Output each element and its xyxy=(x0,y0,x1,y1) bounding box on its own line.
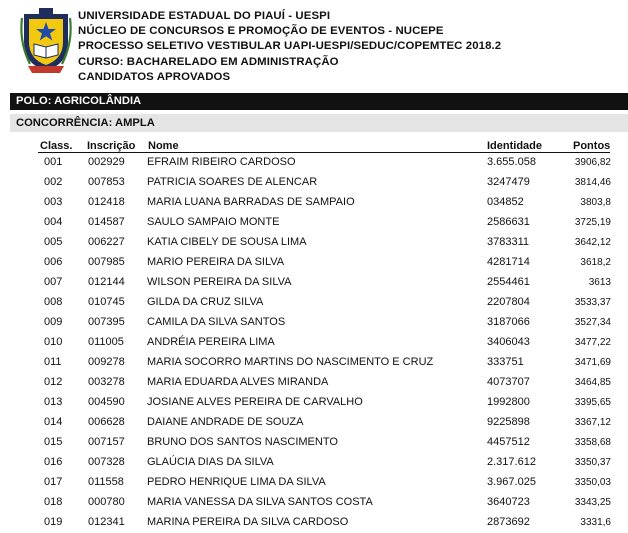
table-row xyxy=(0,453,628,473)
header-line-candidatos: CANDIDATOS APROVADOS xyxy=(78,70,231,83)
cell-identidade: 3406043 xyxy=(487,336,530,348)
cell-identidade: 3247479 xyxy=(487,176,530,188)
cell-classificacao: 006 xyxy=(44,256,63,268)
table-row xyxy=(0,393,628,413)
table-row xyxy=(0,513,628,533)
cell-classificacao: 017 xyxy=(44,476,63,488)
cell-classificacao: 018 xyxy=(44,496,63,508)
cell-inscricao: 011005 xyxy=(88,336,124,348)
cell-nome: BRUNO DOS SANTOS NASCIMENTO xyxy=(147,436,338,448)
cell-inscricao: 003278 xyxy=(88,376,125,388)
cell-identidade: 4457512 xyxy=(487,436,530,448)
cell-inscricao: 004590 xyxy=(88,396,125,408)
table-row xyxy=(0,313,628,333)
cell-nome: KATIA CIBELY DE SOUSA LIMA xyxy=(147,236,307,248)
cell-inscricao: 010745 xyxy=(88,296,125,308)
table-column-headers xyxy=(0,135,628,153)
table-row xyxy=(0,333,628,353)
cell-inscricao: 012341 xyxy=(88,516,125,528)
cell-nome: MARIA EDUARDA ALVES MIRANDA xyxy=(147,376,329,388)
table-row xyxy=(0,193,628,213)
cell-pontos: 3477,22 xyxy=(574,337,611,348)
cell-identidade: 3640723 xyxy=(487,496,530,508)
cell-nome: DAIANE ANDRADE DE SOUZA xyxy=(147,416,304,428)
cell-pontos: 3350,37 xyxy=(574,457,611,468)
cell-nome: ANDRÉIA PEREIRA LIMA xyxy=(147,336,275,348)
concorrencia-bar: CONCORRÊNCIA: AMPLA xyxy=(10,114,628,132)
table-row xyxy=(0,273,628,293)
table-row xyxy=(0,153,628,173)
cell-inscricao: 009278 xyxy=(88,356,125,368)
table-row xyxy=(0,433,628,453)
cell-classificacao: 015 xyxy=(44,436,63,448)
cell-inscricao: 012144 xyxy=(88,276,125,288)
table-row xyxy=(0,253,628,273)
cell-nome: MARINA PEREIRA DA SILVA CARDOSO xyxy=(147,516,349,528)
cell-pontos: 3618,2 xyxy=(580,257,611,268)
cell-nome: PATRICIA SOARES DE ALENCAR xyxy=(147,176,318,188)
cell-pontos: 3642,12 xyxy=(574,237,611,248)
uespi-coat-of-arms-logo xyxy=(20,8,72,74)
table-row xyxy=(0,293,628,313)
cell-pontos: 3367,12 xyxy=(574,417,611,428)
cell-identidade: 2.317.612 xyxy=(487,456,536,468)
cell-pontos: 3343,25 xyxy=(574,497,611,508)
column-header-inscricao: Inscrição xyxy=(87,140,136,152)
table-row xyxy=(0,173,628,193)
cell-identidade: 2207804 xyxy=(487,296,530,308)
column-header-identidade: Identidade xyxy=(487,140,543,152)
cell-inscricao: 000780 xyxy=(88,496,125,508)
cell-nome: GLAÚCIA DIAS DA SILVA xyxy=(147,456,274,468)
cell-nome: JOSIANE ALVES PEREIRA DE CARVALHO xyxy=(147,396,363,408)
header-line-processo: PROCESSO SELETIVO VESTIBULAR UAPI-UESPI/SEDUC/COPEMTEC 2018.2 xyxy=(78,40,502,53)
header-line-nucleo: NÚCLEO DE CONCURSOS E PROMOÇÃO DE EVENTOS - NUCEPE xyxy=(78,25,444,38)
cell-identidade: 3783311 xyxy=(487,236,530,248)
cell-inscricao: 006227 xyxy=(88,236,125,248)
table-row xyxy=(0,233,628,253)
cell-nome: MARIA LUANA BARRADAS DE SAMPAIO xyxy=(147,196,355,208)
cell-inscricao: 007853 xyxy=(88,176,125,188)
table-row xyxy=(0,473,628,493)
cell-nome: MARIA VANESSA DA SILVA SANTOS COSTA xyxy=(147,496,373,508)
cell-identidade: 3187066 xyxy=(487,316,530,328)
cell-inscricao: 007395 xyxy=(88,316,125,328)
header-line-curso: CURSO: BACHARELADO EM ADMINISTRAÇÃO xyxy=(78,55,339,68)
cell-identidade: 3.967.025 xyxy=(487,476,536,488)
polo-bar: POLO: AGRICOLÂNDIA xyxy=(10,93,628,110)
cell-classificacao: 005 xyxy=(44,236,63,248)
cell-identidade: 1992800 xyxy=(487,396,530,408)
cell-pontos: 3906,82 xyxy=(574,157,611,168)
cell-classificacao: 014 xyxy=(44,416,63,428)
header-line-university: UNIVERSIDADE ESTADUAL DO PIAUÍ - UESPI xyxy=(78,10,331,22)
cell-classificacao: 012 xyxy=(44,376,63,388)
candidates-table xyxy=(0,153,628,533)
cell-inscricao: 014587 xyxy=(88,216,125,228)
cell-classificacao: 001 xyxy=(44,156,63,168)
table-row xyxy=(0,373,628,393)
cell-pontos: 3533,37 xyxy=(574,297,611,308)
cell-pontos: 3331,6 xyxy=(580,517,611,528)
cell-identidade: 4073707 xyxy=(487,376,530,388)
cell-pontos: 3725,19 xyxy=(574,217,611,228)
cell-pontos: 3464,85 xyxy=(574,377,611,388)
cell-classificacao: 007 xyxy=(44,276,63,288)
cell-inscricao: 007985 xyxy=(88,256,125,268)
cell-pontos: 3350,03 xyxy=(574,477,611,488)
cell-inscricao: 007328 xyxy=(88,456,125,468)
cell-inscricao: 007157 xyxy=(88,436,125,448)
cell-identidade: 333751 xyxy=(487,356,524,368)
cell-identidade: 4281714 xyxy=(487,256,530,268)
cell-classificacao: 010 xyxy=(44,336,63,348)
cell-inscricao: 011558 xyxy=(88,476,124,488)
cell-classificacao: 016 xyxy=(44,456,63,468)
cell-identidade: 2586631 xyxy=(487,216,530,228)
column-header-pontos: Pontos xyxy=(573,140,611,152)
cell-classificacao: 003 xyxy=(44,196,63,208)
cell-classificacao: 004 xyxy=(44,216,63,228)
cell-identidade: 3.655.058 xyxy=(487,156,536,168)
cell-nome: MARIA SOCORRO MARTINS DO NASCIMENTO E CRUZ xyxy=(147,356,434,368)
cell-classificacao: 013 xyxy=(44,396,63,408)
cell-nome: GILDA DA CRUZ SILVA xyxy=(147,296,264,308)
cell-classificacao: 008 xyxy=(44,296,63,308)
table-row xyxy=(0,353,628,373)
cell-pontos: 3613 xyxy=(588,277,611,288)
cell-pontos: 3395,65 xyxy=(574,397,611,408)
column-header-nome: Nome xyxy=(148,140,179,152)
cell-pontos: 3527,34 xyxy=(574,317,611,328)
cell-nome: EFRAIM RIBEIRO CARDOSO xyxy=(147,156,296,168)
cell-pontos: 3803,8 xyxy=(580,197,611,208)
cell-pontos: 3814,46 xyxy=(574,177,611,188)
cell-nome: PEDRO HENRIQUE LIMA DA SILVA xyxy=(147,476,326,488)
cell-nome: MARIO PEREIRA DA SILVA xyxy=(147,256,285,268)
cell-pontos: 3358,68 xyxy=(574,437,611,448)
cell-inscricao: 002929 xyxy=(88,156,125,168)
cell-inscricao: 006628 xyxy=(88,416,125,428)
cell-identidade: 034852 xyxy=(487,196,524,208)
cell-pontos: 3471,69 xyxy=(574,357,611,368)
cell-identidade: 2554461 xyxy=(487,276,530,288)
table-row xyxy=(0,493,628,513)
cell-identidade: 9225898 xyxy=(487,416,530,428)
cell-nome: SAULO SAMPAIO MONTE xyxy=(147,216,280,228)
cell-inscricao: 012418 xyxy=(88,196,125,208)
cell-nome: WILSON PEREIRA DA SILVA xyxy=(147,276,292,288)
table-row xyxy=(0,213,628,233)
cell-classificacao: 011 xyxy=(44,356,62,368)
table-row xyxy=(0,413,628,433)
cell-identidade: 2873692 xyxy=(487,516,530,528)
cell-nome: CAMILA DA SILVA SANTOS xyxy=(147,316,286,328)
cell-classificacao: 009 xyxy=(44,316,63,328)
column-header-class: Class. xyxy=(40,140,73,152)
cell-classificacao: 019 xyxy=(44,516,63,528)
document-header xyxy=(0,0,628,92)
cell-classificacao: 002 xyxy=(44,176,63,188)
